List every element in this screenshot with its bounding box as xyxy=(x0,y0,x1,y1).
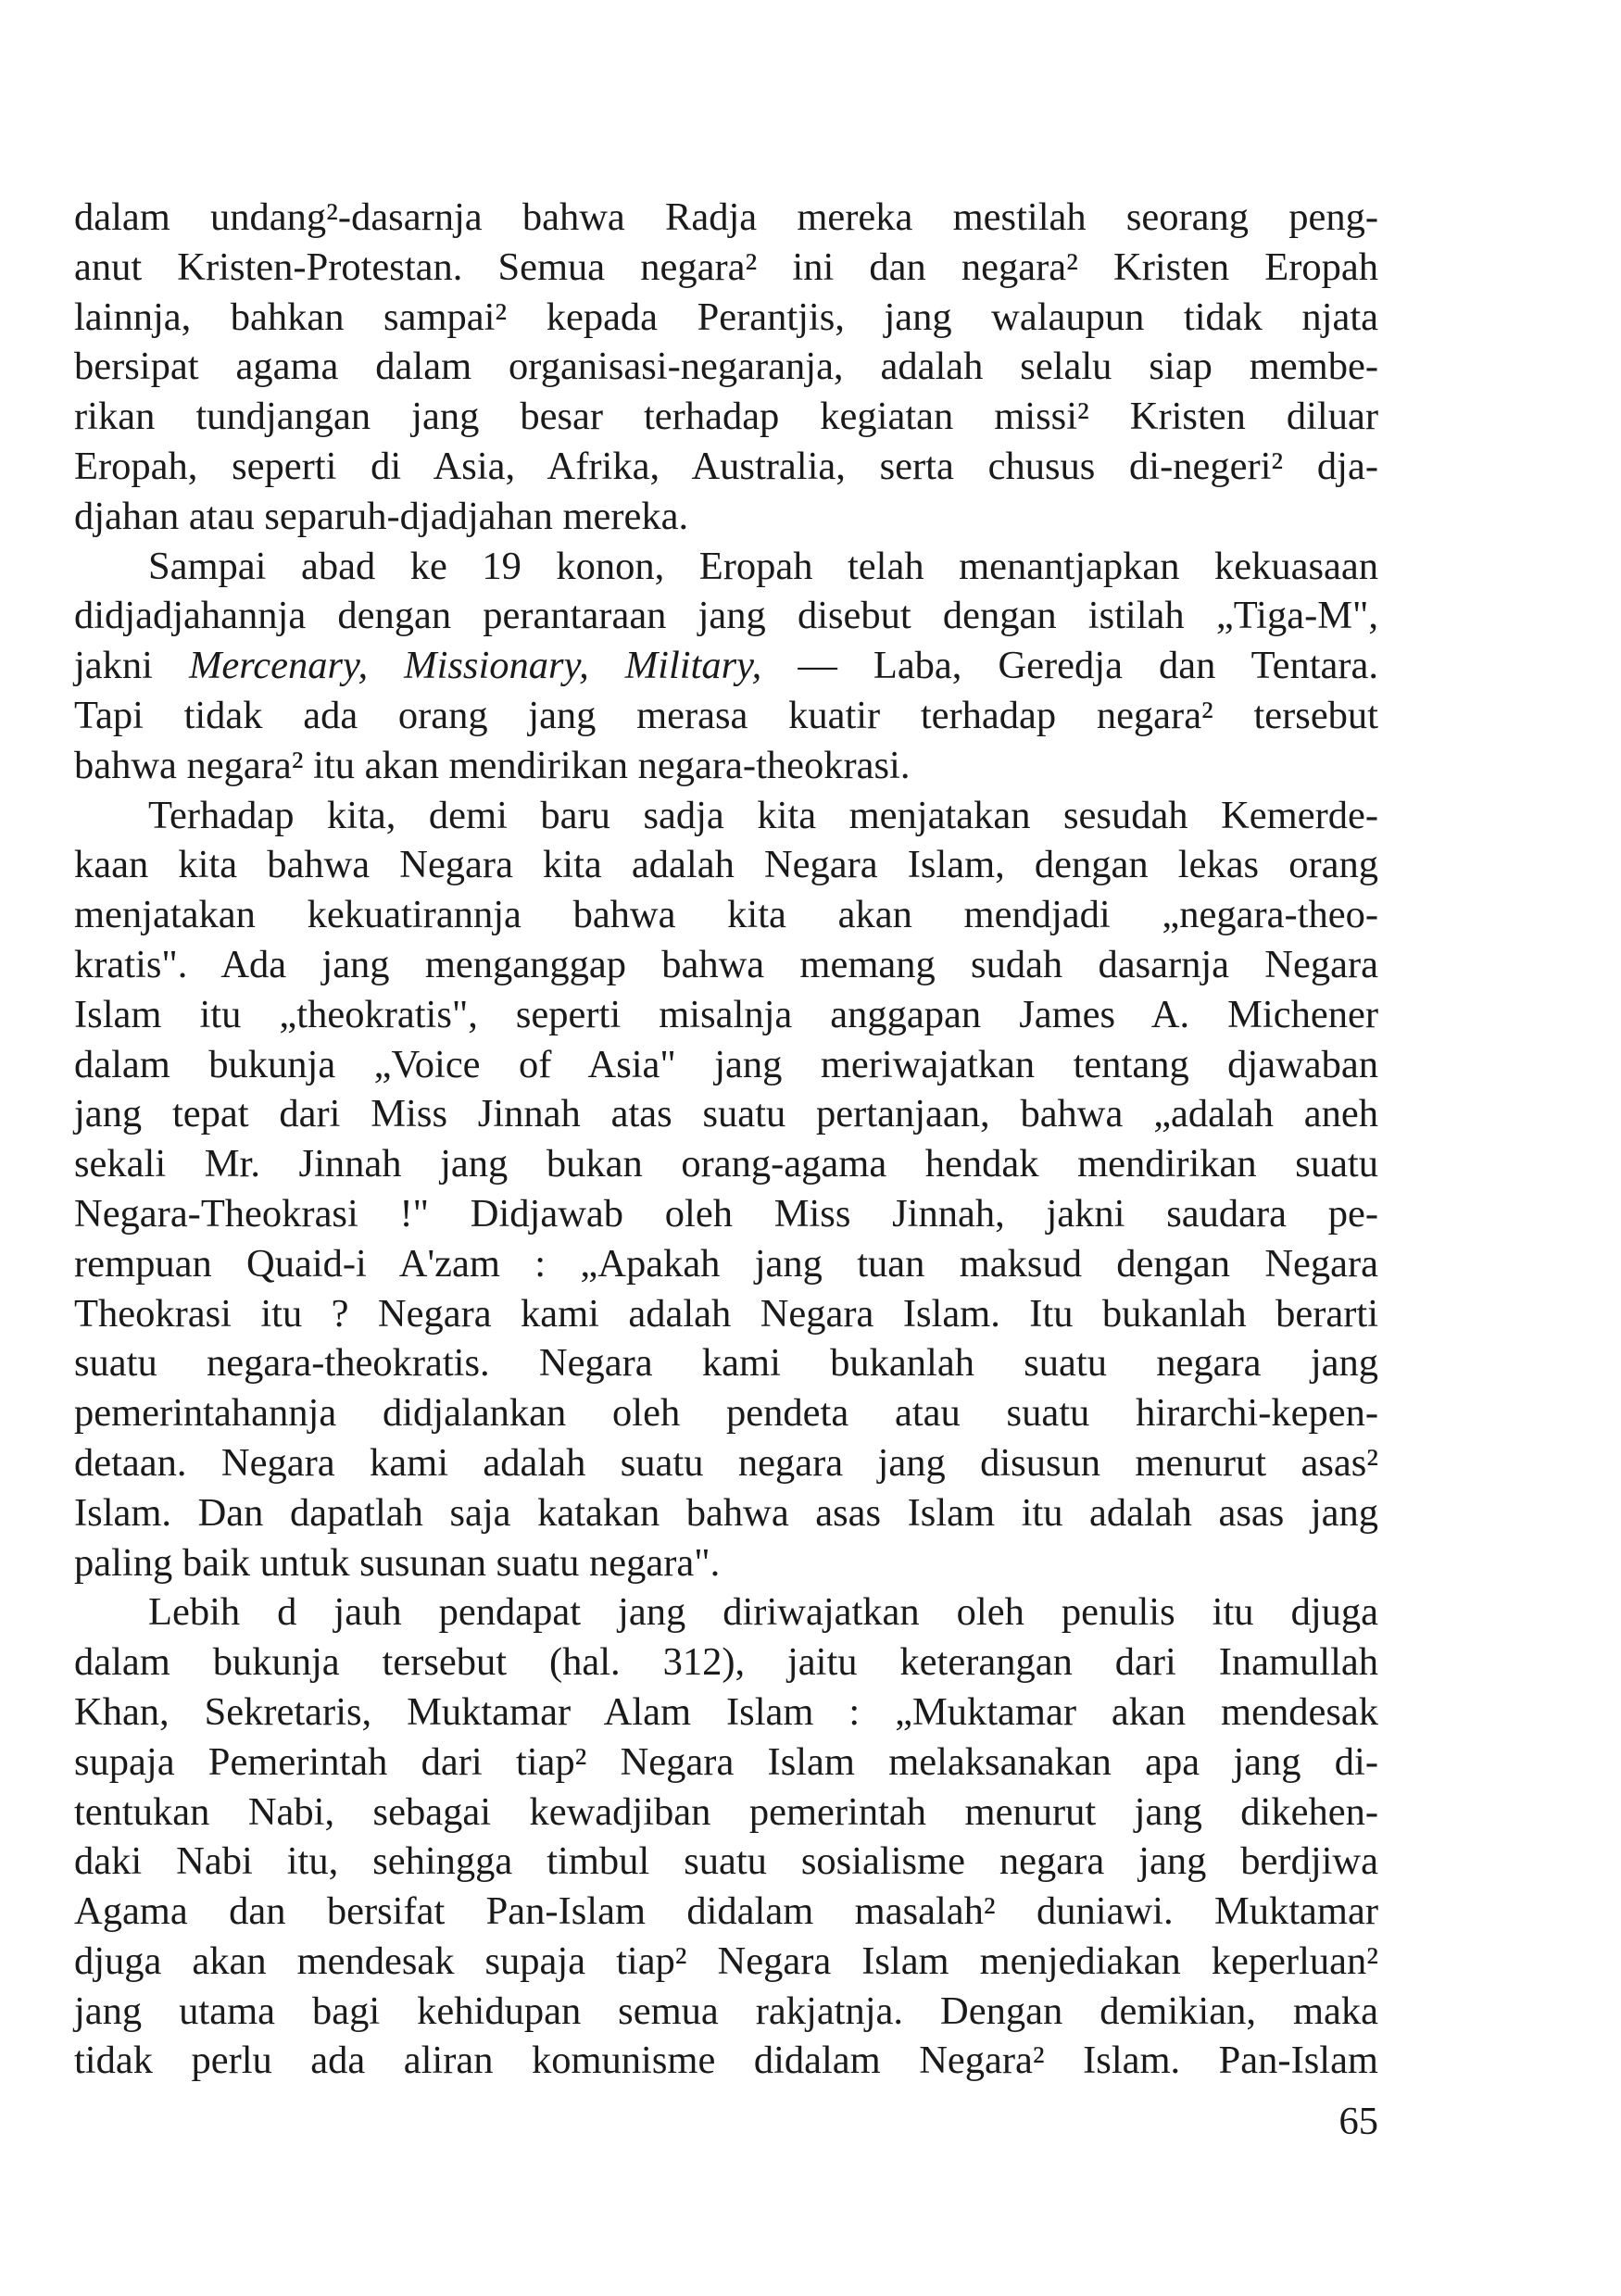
text-segment: — Laba, Geredja dan Tentara. xyxy=(761,644,1379,688)
text-line: tentukan Nabi, sebagai kewadjiban pemerintah menurut jang dikehen- xyxy=(74,1789,1378,1834)
text-line: Tapi tidak ada orang jang merasa kuatir terhadap negara² tersebut xyxy=(74,693,1378,737)
text-line: menjatakan kekuatirannja bahwa kita akan mendjadi „negara-theo- xyxy=(74,893,1378,937)
text-line: Terhadap kita, demi baru sadja kita menjatakan sesudah Kemerde- xyxy=(148,793,1378,837)
text-line: Negara-Theokrasi !" Didjawab oleh Miss Jinnah, jakni saudara pe- xyxy=(74,1191,1378,1236)
text-line: rikan tundjangan jang besar terhadap kegiatan missi² Kristen diluar xyxy=(74,395,1378,439)
text-line: suatu negara-theokratis. Negara kami bukanlah suatu negara jang xyxy=(74,1341,1378,1386)
text-segment: jakni xyxy=(74,644,190,688)
page-body xyxy=(74,193,1378,2086)
text-line: detaan. Negara kami adalah suatu negara jang disusun menurut asas² xyxy=(74,1440,1378,1485)
page-number: 65 xyxy=(1338,2100,1378,2143)
text-line: dalam bukunja tersebut (hal. 312), jaitu keterangan dari Inamullah xyxy=(74,1640,1378,1685)
text-line: anut Kristen-Protestan. Semua negara² ini dan negara² Kristen Eropah xyxy=(74,245,1378,289)
text-line: didjadjahannja dengan perantaraan jang disebut dengan istilah „Tiga-M", xyxy=(74,594,1378,638)
italic-phrase: Mercenary, Missionary, Military, xyxy=(189,644,762,688)
text-line: Eropah, seperti di Asia, Afrika, Australia, serta chusus di-negeri² dja- xyxy=(74,444,1378,488)
text-line: Islam itu „theokratis", seperti misalnja anggapan James A. Michener xyxy=(74,992,1378,1036)
text-line: Islam. Dan dapatlah saja katakan bahwa asas Islam itu adalah asas jang xyxy=(74,1490,1378,1535)
text-line: Sampai abad ke 19 konon, Eropah telah menantjapkan kekuasaan xyxy=(148,544,1378,588)
text-line: jang tepat dari Miss Jinnah atas suatu pertanjaan, bahwa „adalah aneh xyxy=(74,1092,1378,1136)
text-line: pemerintahannja didjalankan oleh pendeta atau suatu hirarchi-kepen- xyxy=(74,1391,1378,1436)
text-line: supaja Pemerintah dari tiap² Negara Islam melaksanakan apa jang di- xyxy=(74,1739,1378,1784)
text-line: bahwa negara² itu akan mendirikan negara-theokrasi. xyxy=(74,743,911,787)
text-line: sekali Mr. Jinnah jang bukan orang-agama hendak mendirikan suatu xyxy=(74,1142,1378,1186)
text-line: djahan atau separuh-djadjahan mereka. xyxy=(74,494,689,538)
text-line: paling baik untuk susunan suatu negara". xyxy=(74,1540,721,1585)
text-line: daki Nabi itu, sehingga timbul suatu sosialisme negara jang berdjiwa xyxy=(74,1839,1378,1884)
text-line: kratis". Ada jang menganggap bahwa memang sudah dasarnja Negara xyxy=(74,942,1378,986)
text-line: dalam bukunja „Voice of Asia" jang meriwajatkan tentang djawaban xyxy=(74,1042,1378,1086)
text-line: lainnja, bahkan sampai² kepada Perantjis, jang walaupun tidak njata xyxy=(74,295,1378,339)
paragraph xyxy=(74,193,1378,542)
paragraph xyxy=(74,542,1378,791)
paragraph xyxy=(74,791,1378,1588)
text-line: tidak perlu ada aliran komunisme didalam Negara² Islam. Pan-Islam xyxy=(74,2039,1378,2083)
text-line: kaan kita bahwa Negara kita adalah Negara Islam, dengan lekas orang xyxy=(74,843,1378,887)
text-line: Agama dan bersifat Pan-Islam didalam masalah² duniawi. Muktamar xyxy=(74,1889,1378,1934)
text-line: bersipat agama dalam organisasi-negaranja, adalah selalu siap membe- xyxy=(74,345,1378,389)
text-line: Theokrasi itu ? Negara kami adalah Negara Islam. Itu bukanlah berarti xyxy=(74,1291,1378,1336)
text-line: dalam undang²-dasarnja bahwa Radja mereka mestilah seorang peng- xyxy=(74,195,1378,239)
paragraph xyxy=(74,1587,1378,2086)
text-line: rempuan Quaid-i A'zam : „Apakah jang tuan maksud dengan Negara xyxy=(74,1241,1378,1286)
text-line: jang utama bagi kehidupan semua rakjatnja. Dengan demikian, maka xyxy=(74,1989,1378,2033)
text-line: djuga akan mendesak supaja tiap² Negara Islam menjediakan keperluan² xyxy=(74,1938,1378,1983)
text-line: Khan, Sekretaris, Muktamar Alam Islam : „Muktamar akan mendesak xyxy=(74,1689,1378,1734)
text-line: Lebih d jauh pendapat jang diriwajatkan oleh penulis itu djuga xyxy=(148,1590,1378,1635)
text-line xyxy=(74,641,1378,691)
